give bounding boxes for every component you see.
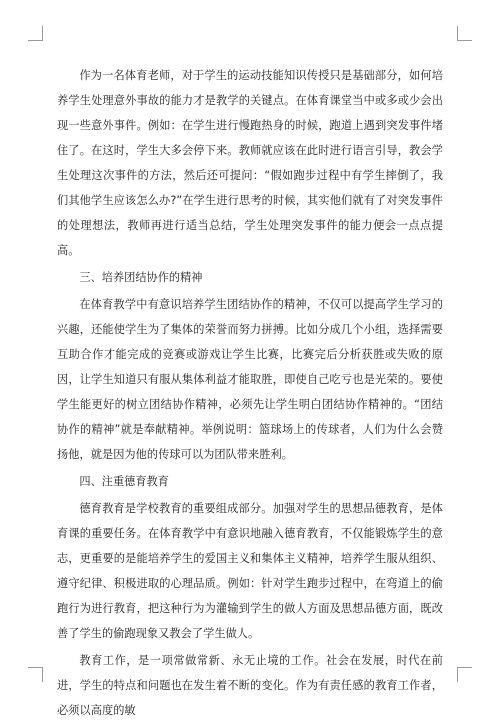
section-heading-teamwork: 三、培养团结协作的精神 [79,271,203,284]
crop-mark-top-right [457,26,472,41]
paragraph-moral-education: 德育教育是学校教育的重要组成部分。加强对学生的思想品德教育，是体育课的重要任务。在体育教学中有意识地融入德育教育，不仅能锻炼学生的意志，更重要的是能培养学生的爱国主义和集体主义精神，培养学生服从组织、遵守纪律、积极进取的心理品质。例如：针对学生跑步过程中，在弯道上的偷跑行为进行教育，把这种行为为灌输到学生的做人方面及思想品德方面，既改善了学生的偷跑现象又教会了学生做人。 [57,502,443,640]
paragraph-teamwork: 在体育教学中有意识培养学生团结协作的精神，不仅可以提高学生学习的兴趣，还能使学生为了集体的荣誉而努力拼搏。比如分成几个小组，选择需要互助合作才能完成的竞赛或游戏让学生比赛，比赛完后分析获胜或失败的原因，让学生知道只有服从集体利益才能取胜，即使自己吃亏也是光荣的。要使学生能更好的树立团结协作精神，必须先让学生明白团结协作精神的。“团结协作的精神”就是奉献精神。举例说明：篮球场上的传球者，人们为什么会赞扬他，就是因为他的传球可以为团队带来胜利。 [57,298,443,461]
crop-mark-bottom-left [28,667,43,682]
paragraph-education-work: 教育工作，是一项常做常新、永无止境的工作。社会在发展，时代在前进，学生的特点和问题也在发生着不断的变化。作为有责任感的教育工作者，必须以高度的敏 [57,654,443,717]
crop-mark-bottom-right [457,667,472,682]
crop-mark-top-left [28,26,43,41]
document-body [57,63,443,725]
paragraph-emergency-handling: 作为一名体育老师，对于学生的运动技能知识传授只是基础部分，如何培养学生处理意外事故的能力才是教学的关键点。在体育课堂当中或多或少会出现一些意外事件。例如：在学生进行慢跑热身的时候，跑道上遇到突发事件堵住了。在这时，学生大多会停下来。教师就应该在此时进行语言引导，教会学生处理这次事件的方法，然后还可提问：“假如跑步过程中有学生摔倒了，我们其他学生应该怎么办?”在学生进行思考的时候，其实他们就有了对突发事件的处理想法，教师再进行适当总结，学生处理突发事件的能力便会一点点提高。 [57,69,443,257]
section-heading-moral-education: 四、注重德育教育 [79,475,169,488]
